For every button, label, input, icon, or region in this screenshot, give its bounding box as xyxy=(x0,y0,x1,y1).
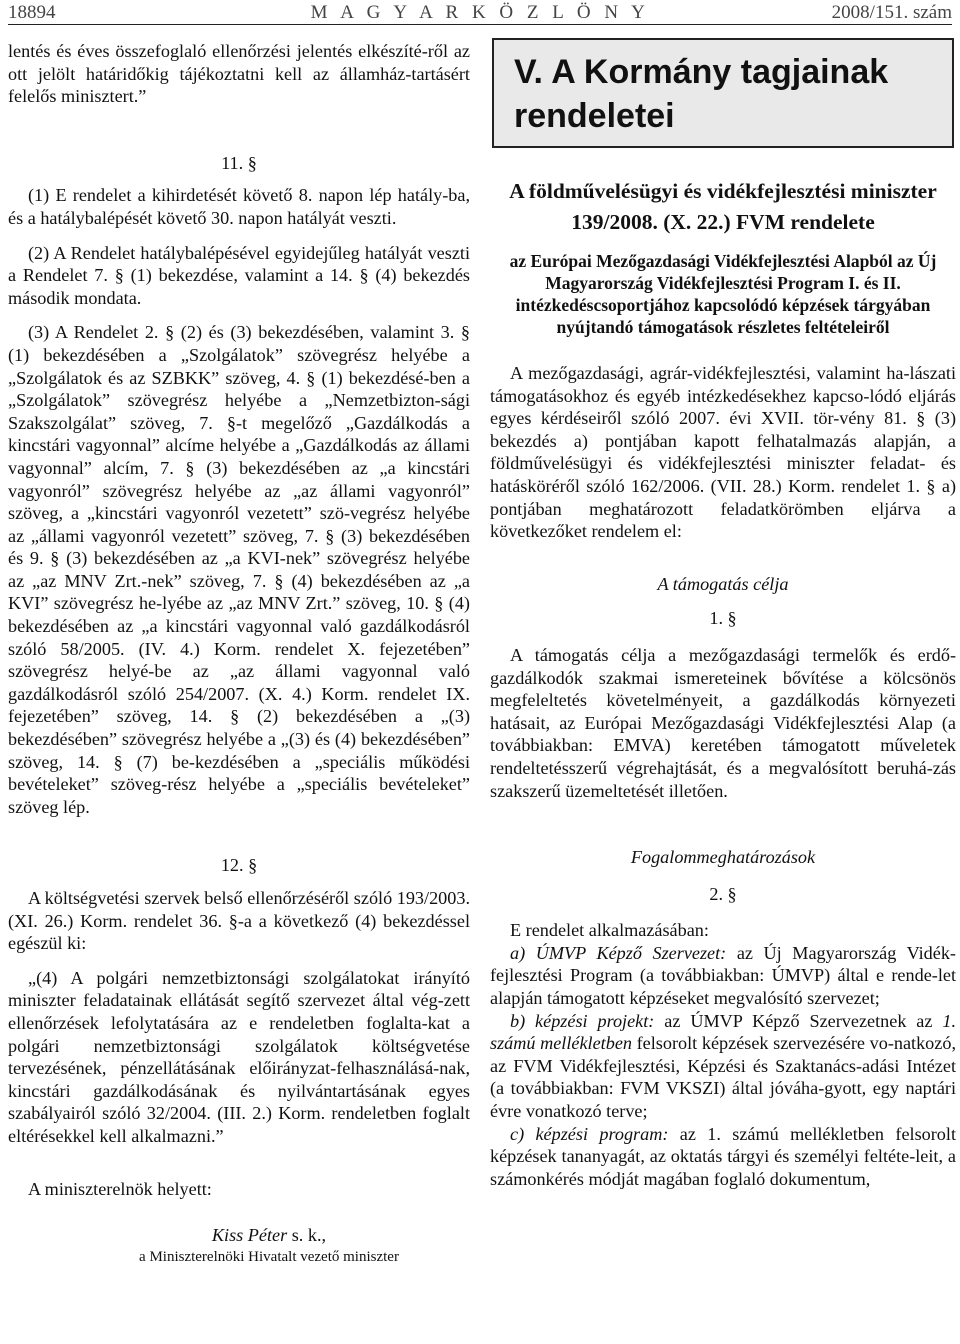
section-title-box xyxy=(492,38,954,148)
section-1-heading: 1. § xyxy=(709,608,737,629)
right-column xyxy=(490,176,956,1190)
signoff-line: A miniszterelnök helyett: xyxy=(28,1178,212,1199)
definition-c xyxy=(490,1123,956,1191)
paragraph-continued: lentés és éves összefoglaló ellenőrzési jelentés elkészíté-ről az ott jelölt határidőkig tájékoztatni kell az államház-tartásért felelős minisztert.” xyxy=(8,41,470,107)
section-1-para: A támogatás célja a mezőgazdasági termelők és erdő-gazdálkodók szakmai ismereteinek bővítése a kölcsönös megfeleltetés követelményeit, a gazdálkodás környezeti hatásait, az Európai Mezőgazdasági Vidékfejlesztési Alap (a továbbiakban: EMVA) keretében támogatott műveletek rendeltetésszerű végrehajtását, és a megvalósított beruhá-zás szakszerű üzemeltetését illetően. xyxy=(490,644,956,801)
section-2-intro: E rendelet alkalmazásában: xyxy=(510,920,709,941)
section-11-heading: 11. § xyxy=(221,152,257,173)
definition-a-term: a) ÚMVP Képző Szervezet: xyxy=(510,942,727,963)
definition-c-term: c) képzési program: xyxy=(510,1123,669,1144)
signatory-suffix: s. k., xyxy=(287,1225,327,1246)
signatory xyxy=(8,1224,470,1247)
journal-title: M A G Y A R K Ö Z L Ö N Y xyxy=(310,2,650,23)
definition-b-text-2: felsorolt képzések szervezésére vo-natkozó, az FVM Vidékfejlesztési, Képzési és Szaktanács-adási Intézet (a továbbiakban: FVM VKSZI) által jóváha-gyott, egy naptári évre vonatkozó terve; xyxy=(490,1033,956,1122)
decree-subheading: az Európai Mezőgazdasági Vidékfejlesztési Alapból az Új Magyarország Vidékfejlesztési Program I. és II. intézkedéscsoportjához kapcsolódó képzések tárgyában nyújtandó támogatások részletes feltételeiről xyxy=(509,251,937,337)
definition-b-text-1: az ÚMVP Képző Szervezetnek az xyxy=(654,1010,943,1031)
page-number: 18894 xyxy=(8,2,56,23)
section-11-para-1: (1) E rendelet a kihirdetését követő 8. napon lép hatály-ba, és a hatálybalépését követő 30. napon hatályát veszti. xyxy=(8,185,470,228)
definition-c-text: az 1. számú mellékletben felsorolt képzések tananyagát, az oktatás tárgyi és személyi feltéte-leit, a számonkérés módját magában foglaló dokumentum, xyxy=(490,1123,956,1189)
chapter-heading-goal: A támogatás célja xyxy=(657,573,789,594)
section-12-para-2: „(4) A polgári nemzetbiztonsági szolgálatokat irányító miniszter feladatainak ellátását segítő szervezet által vég-zett ellenőrzések lefolytatására az e rendeletben foglalta-kat a polgári nemzetbiztonsági szolgálatok költségvetése tervezésének, pénzellátásának előirányzat-felhasználásá-nak, kincstári gazdálkodásának és nyilvántartásának egyes szabályairól szóló 32/2004. (III. 2.) Korm. rendeletben foglalt eltérésekkel kell alkalmazni.” xyxy=(8,967,470,1146)
definition-b-term: b) képzési projekt: xyxy=(510,1010,655,1031)
signatory-role: a Miniszterelnöki Hivatalt vezető miniszter xyxy=(139,1248,399,1265)
definition-a xyxy=(490,942,956,1010)
definition-b xyxy=(490,1010,956,1123)
definition-a-text: az Új Magyarország Vidék-fejlesztési Program (a továbbiakban: ÚMVP) által e rende-let alapján támogatott képzéseket megvalósító szervezet; xyxy=(490,942,956,1009)
section-2-heading: 2. § xyxy=(709,883,737,904)
chapter-heading-definitions: Fogalommeghatározások xyxy=(630,847,816,868)
decree-heading: A földművelésügyi és vidékfejlesztési miniszter 139/2008. (X. 22.) FVM rendelete xyxy=(509,179,937,234)
signatory-name: Kiss Péter xyxy=(211,1225,288,1246)
section-12-para-1: A költségvetési szervek belső ellenőrzéséről szóló 193/2003. (XI. 26.) Korm. rendelet 36. §-a a következő (4) bekezdéssel egészül ki: xyxy=(8,888,470,954)
section-11-para-3: (3) A Rendelet 2. § (2) és (3) bekezdésében, valamint 3. § (1) bekezdésében a „Szolgálatok” szövegrész helyébe a „Szolgálatok és az SZBKK” szöveg, 4. § (1) bekezdésé-ben a „Szolgálatok” szövegrész helyébe a „Nemzetbizton-sági Szakszolgálat” szöveg, 7. §-t megelőző „Gazdálkodás a kincstári vagyonnal” alcíme helyébe a „Gazdálkodás az állami vagyonnal” alcím, 7. § (3) bekezdésében az „a kincstári vagyonról” szövegrész helyébe az „az állami vagyonról” szöveg, a „kincstári vagyonról vezetett” szö-vegrész helyébe az „állami vagyonról vezetett” szöveg, 7. § (3) bekezdésében és 9. § (3) bekezdésében az „a KVI-nek” szövegrész helyébe az „az MNV Zrt.-nek” szöveg, 7. § (4) bekezdésében az „a KVI” szövegrész he-lyébe az „az MNV Zrt.” szöveg, 10. § (4) bekezdésében az „a kincstári vagyonnal való gazdálkodásról szóló 58/2005. (IV. 4.) Korm. rendelet X. fejezetében” szövegrész helyé-be az „az állami vagyonnal való gazdálkodásról szóló 254/2007. (X. 4.) Korm. rendelet IX. fejezetében” szöveg, 14. § (2) bekezdésében a „(3) bekezdésében” szövegrész helyébe a „(3) és (4) bekezdésében” szöveg, 14. § (7) be-kezdésében a „speciális működési bevételeket” szöveg-rész helyébe a „speciális bevételeket” szöveg lép. xyxy=(8,322,470,817)
running-head xyxy=(8,0,952,25)
issue-number: 2008/151. szám xyxy=(831,2,952,23)
left-column xyxy=(8,40,470,1267)
decree-intro: A mezőgazdasági, agrár-vidékfejlesztési, valamint ha-lászati támogatásokhoz és egyéb intézkedésekhez kapcso-lódó eljárás egyes kérdéseiről szóló 2007. évi XVII. tör-vény 81. § (3) bekezdés a) pontjában kapott felhatalmazás alapján, a földművelésügyi és vidékfejlesztési miniszter feladat- és hatásköréről szóló 162/2006. (VII. 28.) Korm. rendelet 1. § a) pontjában meghatározott feladatkörömben eljárva a következőket rendelem el: xyxy=(490,363,956,542)
section-title: V. A Kormány tagjainak rendeletei xyxy=(514,53,889,135)
section-11-para-2: (2) A Rendelet hatálybalépésével egyidejűleg hatályát veszti a Rendelet 7. § (1) bekezdése, valamint a 14. § (4) bekezdés második mondata. xyxy=(8,242,470,308)
section-12-heading: 12. § xyxy=(220,855,258,876)
definition-b-ref: 1. számú mellékletben xyxy=(490,1010,956,1054)
